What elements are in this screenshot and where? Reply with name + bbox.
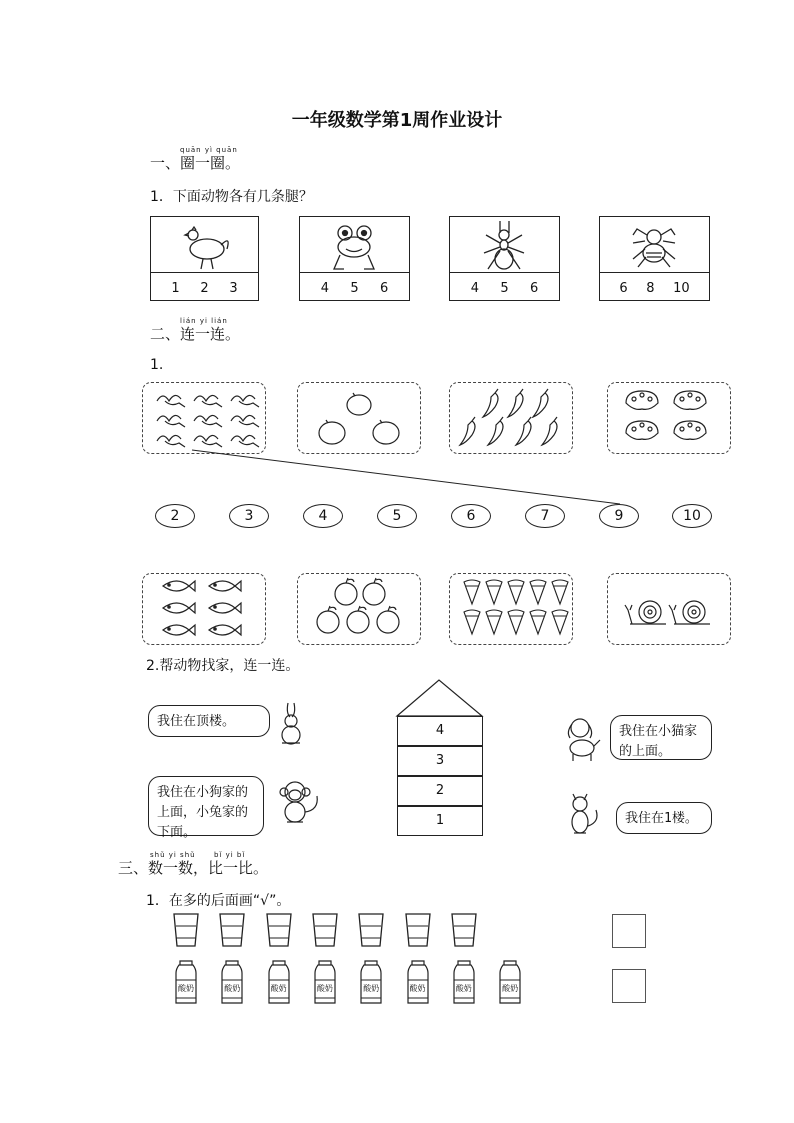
answer-box-cups[interactable] [612, 914, 646, 948]
snails-icon [608, 574, 730, 644]
pigeon [231, 435, 259, 447]
cup-icon [265, 912, 293, 948]
pinyin-s3-a: shǔ yi shǔ [150, 851, 196, 859]
section-2-heading: 二、连一连。 [150, 325, 241, 343]
yogurt-label: 酸奶 [224, 984, 241, 993]
group-peacocks[interactable] [607, 382, 731, 454]
pigeon [157, 395, 185, 407]
pinyin-s1: quān yì quān [180, 146, 238, 154]
apple [347, 611, 369, 633]
cup-icon [172, 912, 200, 948]
apple [377, 611, 399, 633]
peacock [626, 391, 658, 409]
option[interactable]: 2 [200, 280, 209, 296]
yogurt-bottle-icon [313, 960, 337, 1006]
peacock [674, 421, 706, 439]
oranges-icon [298, 383, 420, 453]
yogurt-label: 酸奶 [502, 984, 519, 993]
apple [335, 583, 357, 605]
ice-cream [552, 610, 568, 634]
yogurt-bottle-icon [406, 960, 430, 1006]
answer-box-milk[interactable] [612, 969, 646, 1003]
option[interactable]: 3 [229, 280, 238, 296]
ice-cream [508, 580, 524, 604]
cup-icon [450, 912, 478, 948]
leg-options [151, 276, 258, 300]
page-title: 一年级数学第1周作业设计 [291, 110, 503, 131]
chili-peppers-icon [450, 383, 572, 453]
peacock [626, 421, 658, 439]
animal-card-spider [599, 216, 710, 301]
floor-4[interactable]: 4 [397, 716, 483, 746]
chili [488, 417, 503, 445]
q3-prompt: 2.帮动物找家，连一连。 [146, 658, 300, 674]
yogurt-label: 酸奶 [455, 984, 472, 993]
yogurt-label: 酸奶 [409, 984, 426, 993]
animal-card-frog [299, 216, 410, 301]
yogurt-label: 酸奶 [270, 984, 287, 993]
chicken-icon [151, 217, 258, 273]
ice-cream [552, 580, 568, 604]
cat-speech: 我住在1楼。 [616, 802, 712, 834]
pigeon [157, 435, 185, 447]
apples-icon [298, 574, 420, 644]
cat-icon[interactable] [566, 790, 602, 836]
ant-icon [450, 217, 559, 273]
chili [508, 389, 523, 417]
fish-icon [143, 574, 265, 644]
yogurt-bottle-icon [220, 960, 244, 1006]
yogurt-label: 酸奶 [316, 984, 333, 993]
group-chili-peppers[interactable] [449, 382, 573, 454]
ice-cream [486, 610, 502, 634]
ice-cream [508, 610, 524, 634]
yogurt-bottle-icon [174, 960, 198, 1006]
number-oval-3[interactable]: 3 [229, 504, 269, 528]
floor-2[interactable]: 2 [397, 776, 483, 806]
apple [363, 583, 385, 605]
floor-1[interactable]: 1 [397, 806, 483, 836]
pinyin-s2: lián yi lián [180, 317, 228, 325]
pigeon [157, 415, 185, 427]
option[interactable]: 5 [500, 280, 509, 296]
peacock [674, 391, 706, 409]
group-snails[interactable] [607, 573, 731, 645]
yogurt-bottle-icon [267, 960, 291, 1006]
chili [542, 417, 557, 445]
monkey-icon[interactable] [280, 778, 324, 826]
number-oval-7[interactable]: 7 [525, 504, 565, 528]
option[interactable]: 1 [171, 280, 180, 296]
number-oval-10[interactable]: 10 [672, 504, 712, 528]
yogurt-label: 酸奶 [363, 984, 380, 993]
pigeon [231, 415, 259, 427]
cup-icon [404, 912, 432, 948]
group-apples[interactable] [297, 573, 421, 645]
ice-cream [464, 610, 480, 634]
chili [483, 389, 498, 417]
group-pigeons[interactable] [142, 382, 266, 454]
number-oval-2[interactable]: 2 [155, 504, 195, 528]
roof-icon [396, 678, 486, 718]
number-oval-5[interactable]: 5 [377, 504, 417, 528]
option[interactable]: 8 [646, 280, 655, 296]
group-oranges[interactable] [297, 382, 421, 454]
option[interactable]: 10 [673, 280, 690, 296]
dog-icon[interactable] [564, 714, 604, 762]
chili [516, 417, 531, 445]
cup-icon [311, 912, 339, 948]
pigeon [231, 395, 259, 407]
number-oval-9[interactable]: 9 [599, 504, 639, 528]
chili [533, 389, 548, 417]
option[interactable]: 5 [350, 280, 359, 296]
option[interactable]: 6 [380, 280, 389, 296]
option[interactable]: 4 [320, 280, 329, 296]
monkey-speech: 我住在小狗家的上面，小兔家的下面。 [148, 776, 264, 836]
yogurt-label: 酸奶 [178, 984, 194, 993]
yogurt-bottle-icon [498, 960, 522, 1006]
option[interactable]: 4 [470, 280, 479, 296]
group-fish[interactable] [142, 573, 266, 645]
option[interactable]: 6 [530, 280, 539, 296]
spider-icon [600, 217, 709, 273]
option[interactable]: 6 [619, 280, 628, 296]
number-oval-6[interactable]: 6 [451, 504, 491, 528]
floor-3[interactable]: 3 [397, 746, 483, 776]
ice-cream [464, 580, 480, 604]
q4-prompt: 1．在多的后面画“√”。 [146, 893, 291, 909]
frog-icon [300, 217, 409, 273]
yogurt-bottle-icon [452, 960, 476, 1006]
apple [317, 611, 339, 633]
q1-prompt: 1．下面动物各有几条腿？ [150, 189, 313, 205]
cup-icon [218, 912, 246, 948]
peacocks-icon [608, 383, 730, 453]
ice-cream-icon [450, 574, 572, 644]
group-ice-cream[interactable] [449, 573, 573, 645]
section-3-heading: 三、数一数，比一比。 [118, 859, 269, 877]
ice-cream [486, 580, 502, 604]
cup-icon [357, 912, 385, 948]
pigeon [194, 415, 222, 427]
pinyin-s3-b: bǐ yi bǐ [214, 851, 246, 859]
pigeon [194, 395, 222, 407]
chili [460, 417, 475, 445]
section-1-heading: 一、圈一圈。 [150, 154, 241, 172]
animal-card-chicken [150, 216, 259, 301]
pigeons-icon [143, 383, 265, 453]
yogurt-bottle-icon [359, 960, 383, 1006]
q2-prompt: 1. [150, 357, 164, 373]
rabbit-speech: 我住在顶楼。 [148, 705, 270, 737]
dog-speech: 我住在小猫家的上面。 [610, 715, 712, 760]
animal-card-ant [449, 216, 560, 301]
ice-cream [530, 610, 546, 634]
pigeon [194, 435, 222, 447]
ice-cream [530, 580, 546, 604]
rabbit-icon[interactable] [276, 699, 306, 747]
number-oval-4[interactable]: 4 [303, 504, 343, 528]
